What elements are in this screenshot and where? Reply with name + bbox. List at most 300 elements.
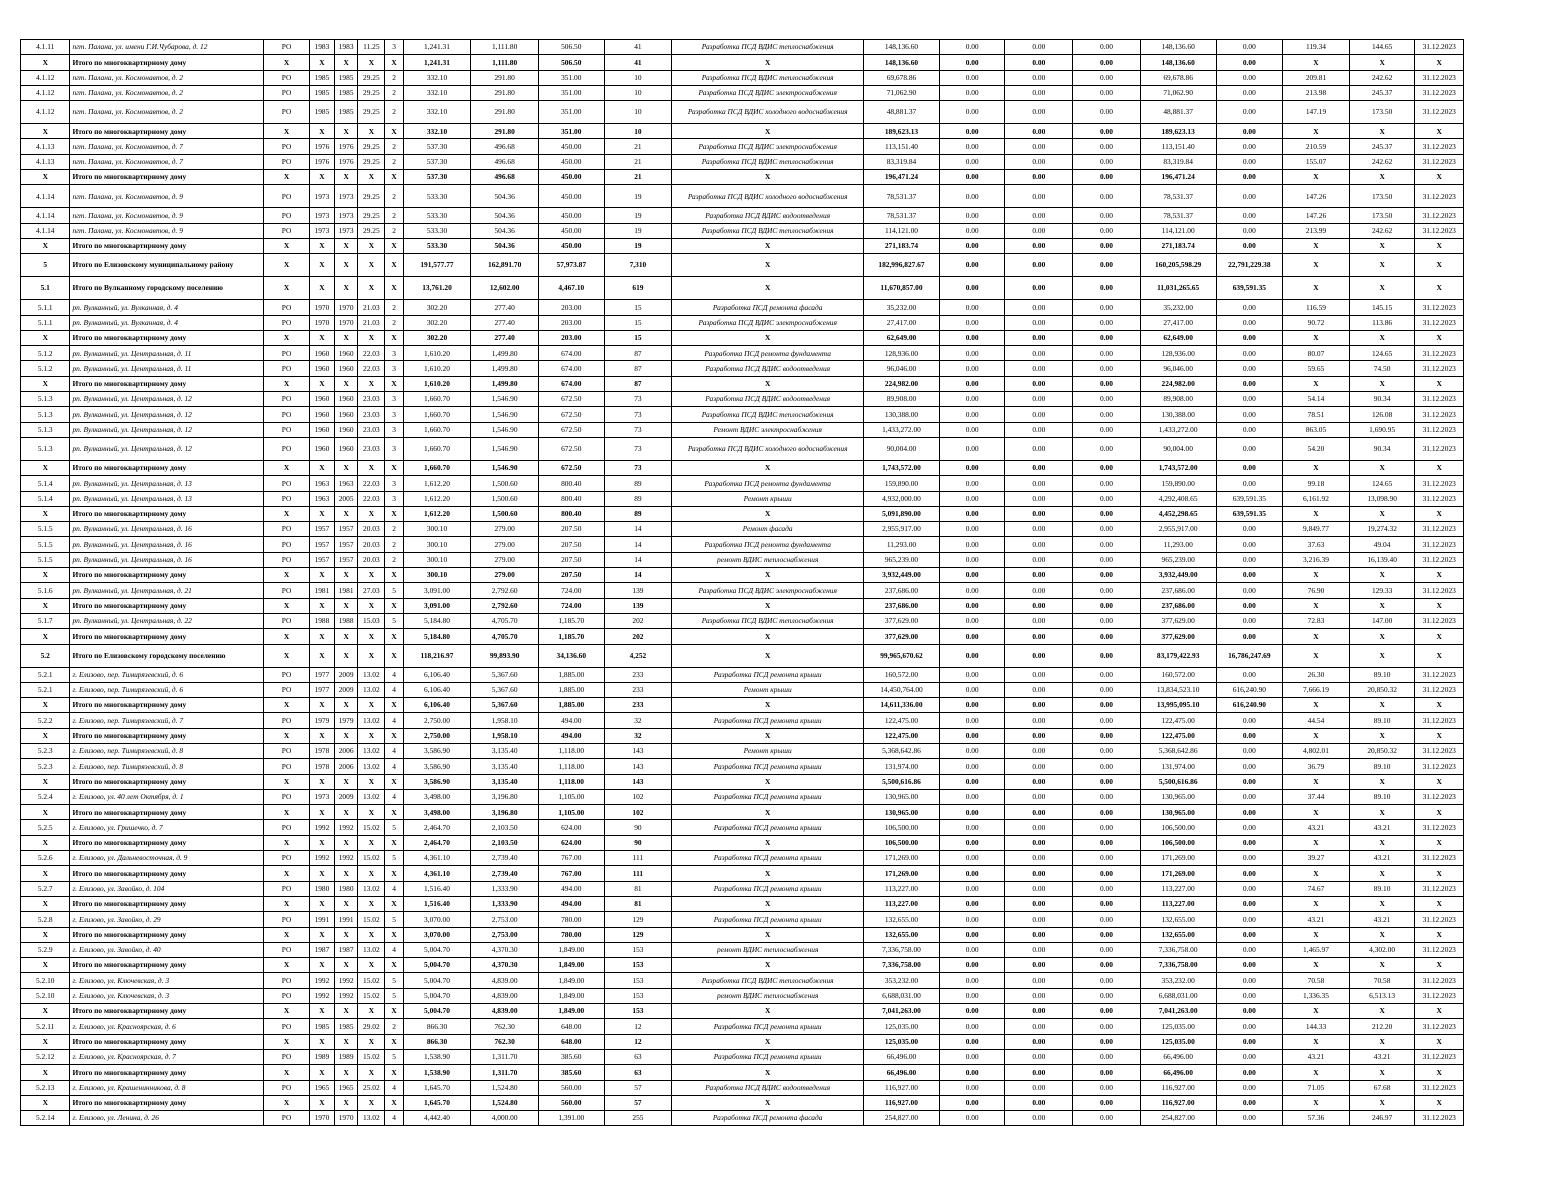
- federal-funds-cell: 0.00: [939, 1111, 1005, 1126]
- unit-cost-cell: 54.20: [1283, 437, 1350, 460]
- year-repair-cell: 2006: [335, 759, 358, 774]
- year-built-cell: X: [309, 254, 334, 277]
- federal-funds-cell: 0.00: [939, 835, 1005, 850]
- owners-funds-cell: 125,035.00: [1140, 1034, 1216, 1049]
- residents-cell: 32: [604, 728, 672, 743]
- other-funds-cell: 0.00: [1216, 598, 1283, 613]
- year-built-cell: X: [309, 170, 334, 185]
- method-cell: РО: [264, 223, 309, 238]
- address-cell: Итого по многоквартирному дому: [70, 330, 264, 345]
- federal-funds-cell: 0.00: [939, 713, 1005, 728]
- address-cell: пгт. Палана, ул. имени Г.И.Чубарова, д. 12: [70, 40, 264, 55]
- total-area-cell: 1,610.20: [403, 361, 471, 376]
- year-repair-cell: 1960: [335, 392, 358, 407]
- municipal-funds-cell: 0.00: [1073, 820, 1141, 835]
- max-unit-cost-cell: X: [1349, 728, 1415, 743]
- unit-cost-cell: 74.67: [1283, 881, 1350, 896]
- residential-area-cell: 3,135.40: [471, 743, 539, 758]
- total-row: [21, 866, 1464, 881]
- year-repair-cell: X: [335, 277, 358, 300]
- wall-material-cell: 20.03: [358, 522, 385, 537]
- deadline-cell: X: [1415, 277, 1464, 300]
- federal-funds-cell: 0.00: [939, 805, 1005, 820]
- other-funds-cell: 0.00: [1216, 1049, 1283, 1064]
- table-row: [21, 743, 1464, 758]
- unit-cost-cell: 54.14: [1283, 392, 1350, 407]
- address-cell: Итого по многоквартирному дому: [70, 376, 264, 391]
- work-type-cell: X: [672, 124, 864, 139]
- total-row: [21, 805, 1464, 820]
- total-cost-cell: 11,293.00: [864, 537, 940, 552]
- table-row: [21, 613, 1464, 628]
- wall-material-cell: 15.02: [358, 851, 385, 866]
- address-cell: рп. Вулканный, ул. Центральная, д. 13: [70, 476, 264, 491]
- residents-cell: 73: [604, 422, 672, 437]
- other-area-cell: 351.00: [538, 124, 604, 139]
- total-area-cell: 300.10: [403, 568, 471, 583]
- federal-funds-cell: 0.00: [939, 789, 1005, 804]
- row-number-cell: 4.1.11: [21, 40, 70, 55]
- work-type-cell: Разработка ПСД ремонта крыши: [672, 789, 864, 804]
- total-cost-cell: 35,232.00: [864, 300, 940, 315]
- work-type-cell: Разработка ПСД ремонта крыши: [672, 881, 864, 896]
- owners-funds-cell: 132,655.00: [1140, 927, 1216, 942]
- document-page: [20, 39, 1464, 1126]
- total-cost-cell: 130,388.00: [864, 407, 940, 422]
- deadline-cell: 31.12.2023: [1415, 361, 1464, 376]
- max-unit-cost-cell: X: [1349, 896, 1415, 911]
- unit-cost-cell: 80.07: [1283, 346, 1350, 361]
- row-number-cell: 5.1.5: [21, 552, 70, 567]
- municipal-funds-cell: 0.00: [1073, 70, 1141, 85]
- year-built-cell: 1973: [309, 789, 334, 804]
- row-number-cell: 4.1.13: [21, 154, 70, 169]
- work-type-cell: Разработка ПСД ремонта крыши: [672, 912, 864, 927]
- other-area-cell: 624.00: [538, 835, 604, 850]
- floors-cell: 3: [385, 346, 403, 361]
- other-funds-cell: 0.00: [1216, 346, 1283, 361]
- wall-material-cell: 23.03: [358, 422, 385, 437]
- work-type-cell: Разработка ПСД ВДИС водоотведения: [672, 208, 864, 223]
- unit-cost-cell: X: [1283, 629, 1350, 644]
- deadline-cell: 31.12.2023: [1415, 912, 1464, 927]
- regional-funds-cell: 0.00: [1005, 1019, 1073, 1034]
- method-cell: РО: [264, 713, 309, 728]
- owners-funds-cell: 90,004.00: [1140, 437, 1216, 460]
- year-built-cell: X: [309, 330, 334, 345]
- address-cell: г. Елизово, ул. Красноярская, д. 7: [70, 1049, 264, 1064]
- wall-material-cell: 13.02: [358, 881, 385, 896]
- residents-cell: 619: [604, 277, 672, 300]
- max-unit-cost-cell: 89.10: [1349, 789, 1415, 804]
- federal-funds-cell: 0.00: [939, 927, 1005, 942]
- wall-material-cell: X: [358, 1034, 385, 1049]
- other-area-cell: 780.00: [538, 912, 604, 927]
- method-cell: РО: [264, 185, 309, 208]
- floors-cell: 4: [385, 1111, 403, 1126]
- floors-cell: X: [385, 170, 403, 185]
- other-funds-cell: 0.00: [1216, 238, 1283, 253]
- method-cell: РО: [264, 437, 309, 460]
- other-area-cell: 672.50: [538, 407, 604, 422]
- municipal-funds-cell: 0.00: [1073, 851, 1141, 866]
- total-row: [21, 170, 1464, 185]
- municipal-funds-cell: 0.00: [1073, 55, 1141, 70]
- total-row: [21, 460, 1464, 475]
- regional-funds-cell: 0.00: [1005, 40, 1073, 55]
- deadline-cell: 31.12.2023: [1415, 154, 1464, 169]
- total-cost-cell: 965,239.00: [864, 552, 940, 567]
- year-repair-cell: 1992: [335, 851, 358, 866]
- year-repair-cell: 1973: [335, 208, 358, 223]
- deadline-cell: X: [1415, 728, 1464, 743]
- work-type-cell: X: [672, 277, 864, 300]
- wall-material-cell: 15.02: [358, 912, 385, 927]
- owners-funds-cell: 27,417.00: [1140, 315, 1216, 330]
- table-row: [21, 315, 1464, 330]
- owners-funds-cell: 189,623.13: [1140, 124, 1216, 139]
- deadline-cell: X: [1415, 958, 1464, 973]
- other-area-cell: 1,849.00: [538, 973, 604, 988]
- year-built-cell: X: [309, 644, 334, 667]
- residents-cell: 10: [604, 101, 672, 124]
- work-type-cell: Разработка ПСД ВДИС теплоснабжения: [672, 70, 864, 85]
- total-cost-cell: 160,572.00: [864, 667, 940, 682]
- residential-area-cell: 279.00: [471, 522, 539, 537]
- deadline-cell: 31.12.2023: [1415, 522, 1464, 537]
- year-repair-cell: 1973: [335, 223, 358, 238]
- federal-funds-cell: 0.00: [939, 330, 1005, 345]
- total-area-cell: 6,106.40: [403, 667, 471, 682]
- other-funds-cell: 0.00: [1216, 330, 1283, 345]
- other-funds-cell: 0.00: [1216, 537, 1283, 552]
- other-area-cell: 1,391.00: [538, 1111, 604, 1126]
- floors-cell: 3: [385, 476, 403, 491]
- method-cell: X: [264, 460, 309, 475]
- total-area-cell: 2,464.70: [403, 835, 471, 850]
- wall-material-cell: 23.03: [358, 407, 385, 422]
- total-cost-cell: 116,927.00: [864, 1080, 940, 1095]
- regional-funds-cell: 0.00: [1005, 491, 1073, 506]
- deadline-cell: X: [1415, 254, 1464, 277]
- owners-funds-cell: 62,649.00: [1140, 330, 1216, 345]
- residential-area-cell: 1,311.70: [471, 1049, 539, 1064]
- owners-funds-cell: 159,890.00: [1140, 476, 1216, 491]
- year-built-cell: X: [309, 1004, 334, 1019]
- residents-cell: 139: [604, 598, 672, 613]
- max-unit-cost-cell: X: [1349, 927, 1415, 942]
- owners-funds-cell: 83,319.84: [1140, 154, 1216, 169]
- row-number-cell: X: [21, 1004, 70, 1019]
- unit-cost-cell: X: [1283, 774, 1350, 789]
- max-unit-cost-cell: 49.04: [1349, 537, 1415, 552]
- year-repair-cell: X: [335, 958, 358, 973]
- municipal-funds-cell: 0.00: [1073, 1095, 1141, 1110]
- wall-material-cell: X: [358, 238, 385, 253]
- year-built-cell: 1985: [309, 85, 334, 100]
- total-cost-cell: 254,827.00: [864, 1111, 940, 1126]
- residential-area-cell: 5,367.60: [471, 682, 539, 697]
- federal-funds-cell: 0.00: [939, 1049, 1005, 1064]
- work-type-cell: Разработка ПСД ремонта крыши: [672, 820, 864, 835]
- federal-funds-cell: 0.00: [939, 1065, 1005, 1080]
- address-cell: пгт. Палана, ул. Космонавтов, д. 2: [70, 101, 264, 124]
- other-funds-cell: 0.00: [1216, 988, 1283, 1003]
- floors-cell: 3: [385, 491, 403, 506]
- unit-cost-cell: X: [1283, 698, 1350, 713]
- work-type-cell: Разработка ПСД ВДИС водоотведения: [672, 392, 864, 407]
- other-funds-cell: 0.00: [1216, 1080, 1283, 1095]
- address-cell: г. Елизово, ул. Ленина, д. 26: [70, 1111, 264, 1126]
- work-type-cell: X: [672, 1004, 864, 1019]
- floors-cell: 3: [385, 361, 403, 376]
- max-unit-cost-cell: X: [1349, 460, 1415, 475]
- total-area-cell: 533.30: [403, 223, 471, 238]
- owners-funds-cell: 4,452,298.65: [1140, 506, 1216, 521]
- max-unit-cost-cell: 245.37: [1349, 139, 1415, 154]
- owners-funds-cell: 48,881.37: [1140, 101, 1216, 124]
- residential-area-cell: 504.36: [471, 208, 539, 223]
- row-number-cell: 5.1.2: [21, 361, 70, 376]
- method-cell: X: [264, 1095, 309, 1110]
- unit-cost-cell: X: [1283, 124, 1350, 139]
- federal-funds-cell: 0.00: [939, 881, 1005, 896]
- year-repair-cell: X: [335, 568, 358, 583]
- owners-funds-cell: 5,368,642.86: [1140, 743, 1216, 758]
- floors-cell: X: [385, 629, 403, 644]
- row-number-cell: 5.1.3: [21, 392, 70, 407]
- wall-material-cell: 20.03: [358, 537, 385, 552]
- other-area-cell: 351.00: [538, 85, 604, 100]
- floors-cell: X: [385, 805, 403, 820]
- row-number-cell: X: [21, 835, 70, 850]
- work-type-cell: X: [672, 644, 864, 667]
- row-number-cell: 5.1.5: [21, 522, 70, 537]
- row-number-cell: 5.2.3: [21, 743, 70, 758]
- owners-funds-cell: 1,743,572.00: [1140, 460, 1216, 475]
- year-repair-cell: X: [335, 254, 358, 277]
- owners-funds-cell: 160,205,598.29: [1140, 254, 1216, 277]
- total-row: [21, 330, 1464, 345]
- method-cell: X: [264, 835, 309, 850]
- other-funds-cell: 0.00: [1216, 522, 1283, 537]
- residents-cell: 153: [604, 958, 672, 973]
- year-built-cell: X: [309, 1065, 334, 1080]
- federal-funds-cell: 0.00: [939, 124, 1005, 139]
- wall-material-cell: 13.02: [358, 789, 385, 804]
- year-repair-cell: X: [335, 124, 358, 139]
- owners-funds-cell: 148,136.60: [1140, 40, 1216, 55]
- other-funds-cell: 0.00: [1216, 583, 1283, 598]
- wall-material-cell: 29.02: [358, 1019, 385, 1034]
- floors-cell: X: [385, 644, 403, 667]
- federal-funds-cell: 0.00: [939, 185, 1005, 208]
- federal-funds-cell: 0.00: [939, 422, 1005, 437]
- floors-cell: 4: [385, 667, 403, 682]
- other-area-cell: 494.00: [538, 728, 604, 743]
- year-repair-cell: 1979: [335, 713, 358, 728]
- municipal-funds-cell: 0.00: [1073, 958, 1141, 973]
- other-funds-cell: 0.00: [1216, 1034, 1283, 1049]
- total-area-cell: 537.30: [403, 139, 471, 154]
- row-number-cell: 5.2: [21, 644, 70, 667]
- residential-area-cell: 5,367.60: [471, 698, 539, 713]
- year-repair-cell: 1973: [335, 185, 358, 208]
- unit-cost-cell: X: [1283, 958, 1350, 973]
- federal-funds-cell: 0.00: [939, 154, 1005, 169]
- wall-material-cell: X: [358, 958, 385, 973]
- work-type-cell: X: [672, 698, 864, 713]
- residential-area-cell: 3,196.80: [471, 789, 539, 804]
- federal-funds-cell: 0.00: [939, 866, 1005, 881]
- other-area-cell: 724.00: [538, 583, 604, 598]
- year-built-cell: 1965: [309, 1080, 334, 1095]
- total-cost-cell: 4,932,000.00: [864, 491, 940, 506]
- wall-material-cell: 13.02: [358, 1111, 385, 1126]
- year-repair-cell: X: [335, 330, 358, 345]
- other-area-cell: 672.50: [538, 422, 604, 437]
- total-cost-cell: 5,091,890.00: [864, 506, 940, 521]
- row-number-cell: X: [21, 866, 70, 881]
- owners-funds-cell: 106,500.00: [1140, 820, 1216, 835]
- year-built-cell: X: [309, 460, 334, 475]
- deadline-cell: X: [1415, 124, 1464, 139]
- residents-cell: 10: [604, 124, 672, 139]
- deadline-cell: 31.12.2023: [1415, 537, 1464, 552]
- deadline-cell: X: [1415, 238, 1464, 253]
- wall-material-cell: 29.25: [358, 85, 385, 100]
- regional-funds-cell: 0.00: [1005, 881, 1073, 896]
- year-built-cell: 1985: [309, 101, 334, 124]
- other-funds-cell: 0.00: [1216, 1004, 1283, 1019]
- residents-cell: 90: [604, 835, 672, 850]
- regional-funds-cell: 0.00: [1005, 613, 1073, 628]
- row-number-cell: 5.1.1: [21, 300, 70, 315]
- residential-area-cell: 3,135.40: [471, 774, 539, 789]
- method-cell: РО: [264, 743, 309, 758]
- year-repair-cell: 2006: [335, 743, 358, 758]
- regional-funds-cell: 0.00: [1005, 101, 1073, 124]
- year-built-cell: 1957: [309, 552, 334, 567]
- federal-funds-cell: 0.00: [939, 598, 1005, 613]
- unit-cost-cell: 147.26: [1283, 208, 1350, 223]
- year-built-cell: 1981: [309, 583, 334, 598]
- federal-funds-cell: 0.00: [939, 476, 1005, 491]
- deadline-cell: 31.12.2023: [1415, 139, 1464, 154]
- regional-funds-cell: 0.00: [1005, 537, 1073, 552]
- max-unit-cost-cell: X: [1349, 598, 1415, 613]
- address-cell: пгт. Палана, ул. Космонавтов, д. 2: [70, 70, 264, 85]
- owners-funds-cell: 965,239.00: [1140, 552, 1216, 567]
- year-repair-cell: X: [335, 376, 358, 391]
- work-type-cell: Ремонт крыши: [672, 491, 864, 506]
- total-cost-cell: 128,936.00: [864, 346, 940, 361]
- total-row: [21, 238, 1464, 253]
- total-area-cell: 5,004.70: [403, 942, 471, 957]
- regional-funds-cell: 0.00: [1005, 1080, 1073, 1095]
- table-row: [21, 1049, 1464, 1064]
- municipal-funds-cell: 0.00: [1073, 1065, 1141, 1080]
- residential-area-cell: 4,705.70: [471, 613, 539, 628]
- work-type-cell: Разработка ПСД ремонта фундамента: [672, 346, 864, 361]
- other-area-cell: 800.40: [538, 491, 604, 506]
- residential-area-cell: 12,602.00: [471, 277, 539, 300]
- total-area-cell: 300.10: [403, 522, 471, 537]
- owners-funds-cell: 130,965.00: [1140, 805, 1216, 820]
- wall-material-cell: X: [358, 55, 385, 70]
- regional-funds-cell: 0.00: [1005, 896, 1073, 911]
- residents-cell: 19: [604, 223, 672, 238]
- other-funds-cell: 0.00: [1216, 973, 1283, 988]
- total-cost-cell: 14,611,336.00: [864, 698, 940, 713]
- unit-cost-cell: 99.18: [1283, 476, 1350, 491]
- total-cost-cell: 116,927.00: [864, 1095, 940, 1110]
- row-number-cell: 5.1.3: [21, 407, 70, 422]
- other-area-cell: 450.00: [538, 154, 604, 169]
- total-cost-cell: 71,062.90: [864, 85, 940, 100]
- federal-funds-cell: 0.00: [939, 300, 1005, 315]
- other-funds-cell: 0.00: [1216, 300, 1283, 315]
- unit-cost-cell: X: [1283, 238, 1350, 253]
- method-cell: РО: [264, 973, 309, 988]
- address-cell: рп. Вулканный, ул. Центральная, д. 12: [70, 392, 264, 407]
- table-row: [21, 208, 1464, 223]
- work-type-cell: X: [672, 896, 864, 911]
- total-area-cell: 302.20: [403, 315, 471, 330]
- row-number-cell: X: [21, 1034, 70, 1049]
- wall-material-cell: 23.03: [358, 392, 385, 407]
- owners-funds-cell: 116,927.00: [1140, 1080, 1216, 1095]
- residents-cell: 202: [604, 629, 672, 644]
- other-area-cell: 560.00: [538, 1095, 604, 1110]
- owners-funds-cell: 71,062.90: [1140, 85, 1216, 100]
- deadline-cell: 31.12.2023: [1415, 101, 1464, 124]
- work-type-cell: Разработка ПСД ВДИС теплоснабжения: [672, 613, 864, 628]
- row-number-cell: 5.2.7: [21, 881, 70, 896]
- unit-cost-cell: 213.99: [1283, 223, 1350, 238]
- year-built-cell: 1963: [309, 491, 334, 506]
- municipal-funds-cell: 0.00: [1073, 223, 1141, 238]
- owners-funds-cell: 271,183.74: [1140, 238, 1216, 253]
- deadline-cell: X: [1415, 460, 1464, 475]
- year-repair-cell: 1957: [335, 537, 358, 552]
- method-cell: РО: [264, 422, 309, 437]
- total-cost-cell: 89,908.00: [864, 392, 940, 407]
- residential-area-cell: 5,367.60: [471, 667, 539, 682]
- other-area-cell: 385.60: [538, 1065, 604, 1080]
- method-cell: X: [264, 376, 309, 391]
- max-unit-cost-cell: X: [1349, 866, 1415, 881]
- owners-funds-cell: 160,572.00: [1140, 667, 1216, 682]
- total-area-cell: 3,586.90: [403, 759, 471, 774]
- residential-area-cell: 762.30: [471, 1019, 539, 1034]
- total-cost-cell: 130,965.00: [864, 805, 940, 820]
- max-unit-cost-cell: 245.37: [1349, 85, 1415, 100]
- table-row: [21, 759, 1464, 774]
- deadline-cell: 31.12.2023: [1415, 208, 1464, 223]
- year-repair-cell: 2005: [335, 491, 358, 506]
- regional-funds-cell: 0.00: [1005, 254, 1073, 277]
- other-funds-cell: 0.00: [1216, 552, 1283, 567]
- wall-material-cell: 11.25: [358, 40, 385, 55]
- total-area-cell: 332.10: [403, 70, 471, 85]
- work-type-cell: Разработка ПСД ВДИС холодного водоснабжения: [672, 185, 864, 208]
- residential-area-cell: 3,135.40: [471, 759, 539, 774]
- unit-cost-cell: 1,336.35: [1283, 988, 1350, 1003]
- method-cell: X: [264, 1065, 309, 1080]
- deadline-cell: 31.12.2023: [1415, 973, 1464, 988]
- other-area-cell: 1,105.00: [538, 805, 604, 820]
